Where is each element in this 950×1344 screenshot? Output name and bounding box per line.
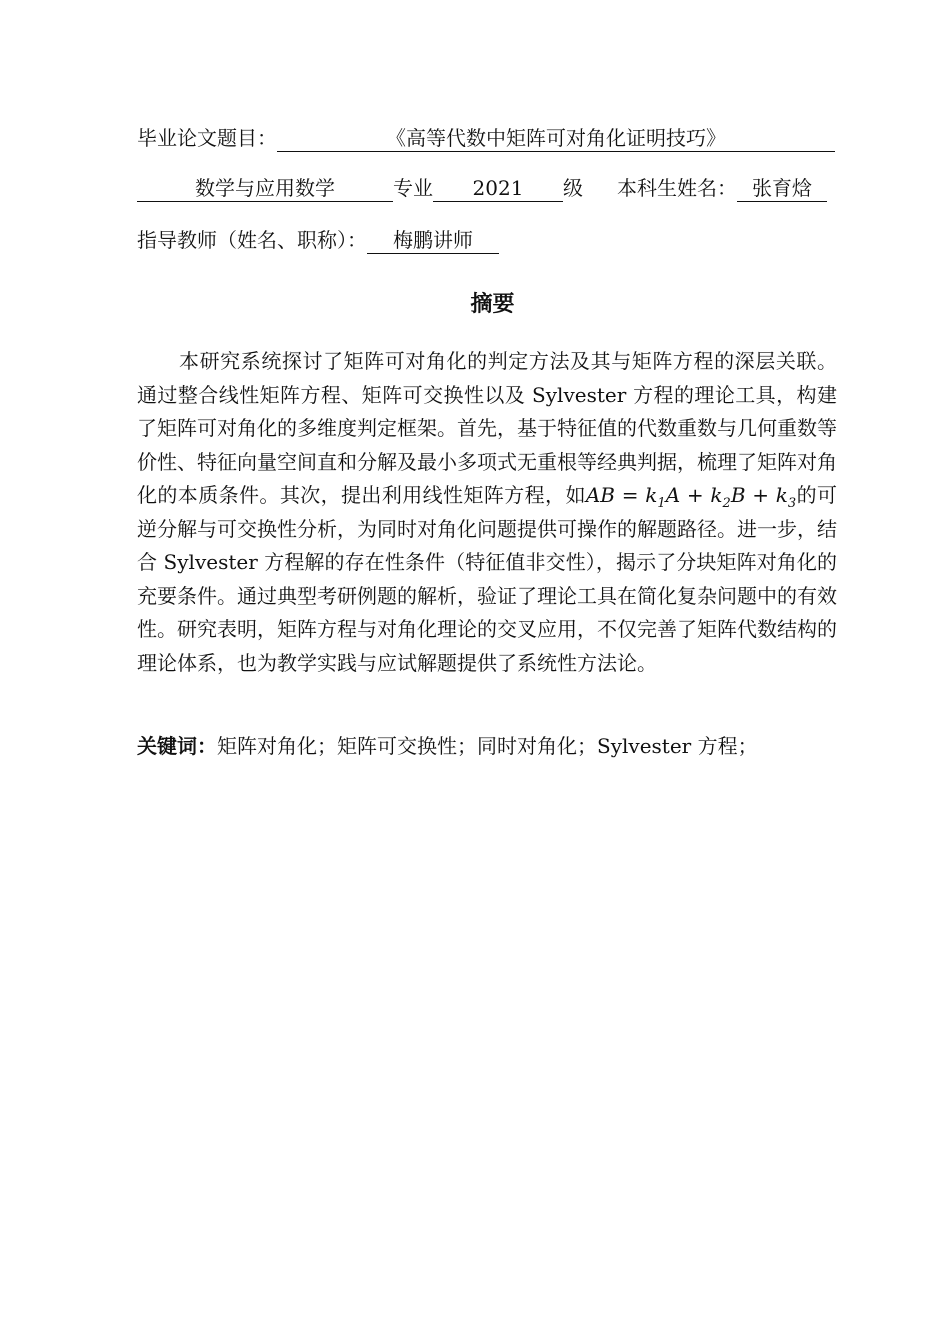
abstract-heading: 摘要: [470, 292, 515, 317]
grade-label: 级: [563, 176, 583, 200]
major-grade-student-row: [137, 174, 827, 202]
advisor-label: 指导教师（姓名、职称）：: [137, 228, 367, 252]
student-label: 本科生姓名：: [617, 176, 737, 200]
student-name: 张育焓: [737, 175, 827, 202]
major-label: 专业: [393, 176, 433, 200]
thesis-title-value: 《高等代数中矩阵可对角化证明技巧》: [277, 125, 835, 152]
keywords-text: 矩阵对角化；矩阵可交换性；同时对角化；Sylvester 方程；: [217, 734, 758, 758]
advisor-value: 梅鹏讲师: [367, 227, 499, 254]
abstract-formula: AB = $k_1A + k_2B + k_3$: [585, 483, 797, 511]
thesis-title-row: [137, 124, 835, 152]
abstract-body: [137, 345, 837, 680]
abstract-text-part1: 本研究系统探讨了矩阵可对角化的判定方法及其与矩阵方程的深层关联。通过整合线性矩阵方程、矩阵可交换性以及 Sylvester 方程的理论工具，构建了矩阵可对角化的多维度判定框架。首先，基于特征值的代数重数与几何重数等价性、特征向量空间直和分解及最小多项式无重根等经典判据，梳理了矩阵对角化的本质条件。其次，提出利用线性矩阵方程，如: [137, 349, 837, 507]
keywords-label: 关键词：: [137, 734, 217, 758]
grade-value: 2021: [433, 175, 563, 202]
abstract-text-part2: 的可逆分解与可交换性分析，为同时对角化问题提供可操作的解题路径。进一步，结合 Sylvester 方程解的存在性条件（特征值非交性），揭示了分块矩阵对角化的充要条件。通过典型考研例题的解析，验证了理论工具在简化复杂问题中的有效性。研究表明，矩阵方程与对角化理论的交叉应用，不仅完善了矩阵代数结构的理论体系，也为教学实践与应试解题提供了系统性方法论。: [137, 483, 838, 675]
major-value: 数学与应用数学: [137, 175, 393, 202]
keywords-row: [137, 732, 857, 760]
thesis-title-label: 毕业论文题目：: [137, 126, 277, 150]
advisor-row: [137, 226, 499, 254]
